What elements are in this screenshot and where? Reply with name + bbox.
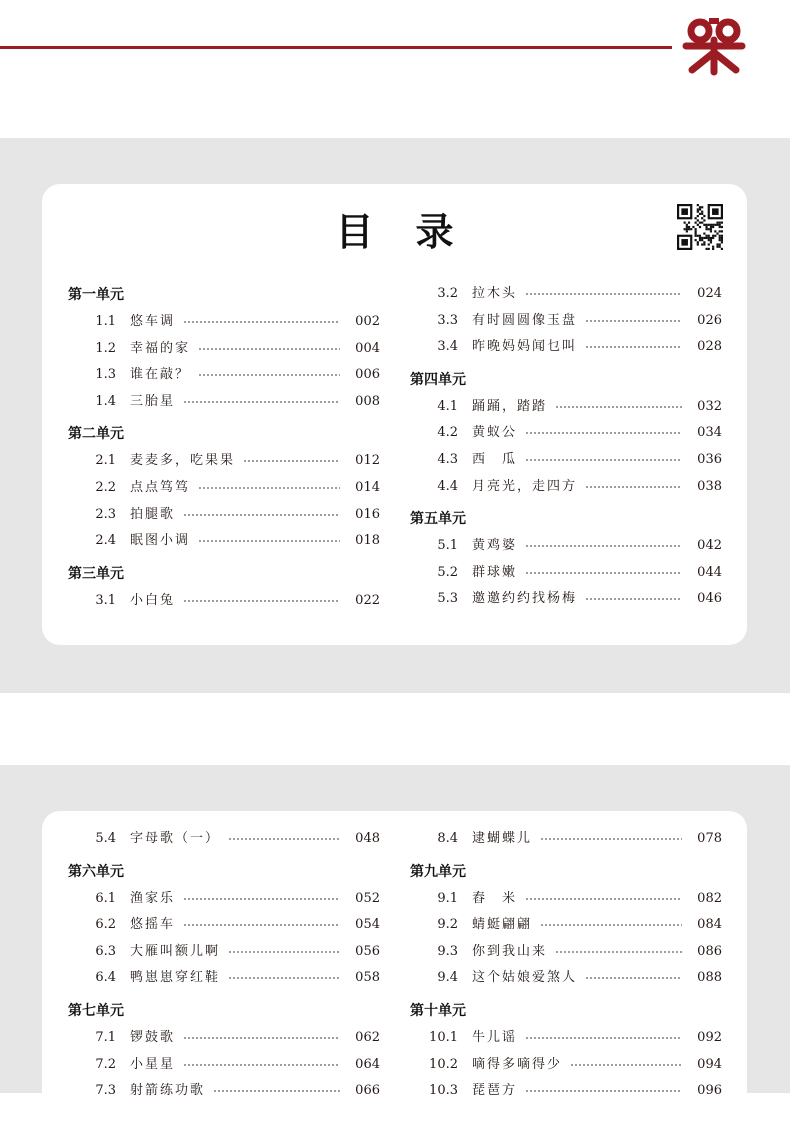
toc-entry[interactable] xyxy=(68,1055,380,1075)
entry-page-number: 042 xyxy=(697,538,722,554)
entry-title: 渔家乐 xyxy=(130,890,176,906)
dot-leader xyxy=(183,401,340,403)
dot-leader xyxy=(525,572,682,574)
entry-page-number: 008 xyxy=(355,393,380,409)
entry-title: 悠摇车 xyxy=(130,917,176,933)
entry-title: 琵琶方 xyxy=(472,1083,518,1099)
entry-page-number: 092 xyxy=(697,1030,722,1045)
entry-title: 悠车调 xyxy=(130,314,176,329)
entry-title: 点点笃笃 xyxy=(130,480,191,495)
toc-entry[interactable] xyxy=(410,536,722,556)
dot-leader xyxy=(585,320,682,322)
entry-page-number: 022 xyxy=(355,592,380,608)
entry-number: 1.1 xyxy=(95,314,116,329)
entry-page-number: 016 xyxy=(355,506,380,522)
entry-number: 4.2 xyxy=(437,425,458,441)
entry-title: 黄鸡婆 xyxy=(472,538,518,554)
unit-heading: 第四单元 xyxy=(410,371,466,388)
toc-entry[interactable] xyxy=(68,968,380,988)
entry-title: 逮蝴蝶儿 xyxy=(472,831,533,846)
entry-title: 群球嫩 xyxy=(472,564,518,580)
toc-entry[interactable] xyxy=(68,829,380,849)
dot-leader xyxy=(570,1064,682,1066)
entry-number: 1.3 xyxy=(95,367,116,383)
entry-page-number: 088 xyxy=(697,970,722,986)
toc-entry[interactable] xyxy=(410,968,722,988)
entry-title: 牛儿谣 xyxy=(472,1030,518,1045)
entry-number: 9.4 xyxy=(437,970,458,986)
toc-entry[interactable] xyxy=(68,505,380,525)
dot-leader xyxy=(228,951,340,953)
entry-page-number: 014 xyxy=(355,480,380,495)
dot-leader xyxy=(183,1064,340,1066)
dot-leader xyxy=(183,1037,340,1039)
dot-leader xyxy=(198,348,340,350)
dot-leader xyxy=(183,600,340,602)
entry-title: 嘀得多嘀得少 xyxy=(472,1056,563,1072)
toc-entry[interactable] xyxy=(410,563,722,583)
toc-entry[interactable] xyxy=(68,478,380,498)
dot-leader xyxy=(198,487,340,489)
toc-entry[interactable] xyxy=(410,450,722,470)
entry-page-number: 078 xyxy=(697,831,722,846)
dot-leader xyxy=(213,1090,340,1092)
entry-page-number: 038 xyxy=(697,478,722,494)
entry-number: 9.1 xyxy=(437,890,458,906)
entry-number: 7.1 xyxy=(95,1030,116,1045)
entry-title: 你到我山来 xyxy=(472,943,548,959)
entry-number: 3.3 xyxy=(437,312,458,328)
unit-heading: 第九单元 xyxy=(410,863,466,880)
dot-leader xyxy=(243,460,340,462)
entry-number: 9.3 xyxy=(437,943,458,959)
entry-number: 2.3 xyxy=(95,506,116,522)
dot-leader xyxy=(183,321,340,323)
entry-number: 1.4 xyxy=(95,393,116,409)
dot-leader xyxy=(525,1037,682,1039)
toc-entry[interactable] xyxy=(68,365,380,385)
dot-leader xyxy=(183,898,340,900)
dot-leader xyxy=(525,432,682,434)
entry-title: 昨晚妈妈闻乜叫 xyxy=(472,339,578,355)
entry-number: 10.3 xyxy=(429,1083,458,1099)
dot-leader xyxy=(585,346,682,348)
entry-page-number: 002 xyxy=(355,314,380,329)
dot-leader xyxy=(183,514,340,516)
unit-heading: 第二单元 xyxy=(68,426,124,443)
entry-number: 3.4 xyxy=(437,339,458,355)
entry-page-number: 084 xyxy=(697,917,722,933)
toc-entry[interactable] xyxy=(68,942,380,962)
entry-number: 1.2 xyxy=(95,340,116,356)
entry-title: 麦麦多，吃果果 xyxy=(130,453,236,469)
entry-page-number: 064 xyxy=(355,1056,380,1072)
entry-number: 4.3 xyxy=(437,452,458,467)
toc-entry[interactable] xyxy=(410,1081,722,1101)
toc-entry[interactable] xyxy=(410,1055,722,1075)
entry-page-number: 094 xyxy=(697,1056,722,1072)
toc-entry[interactable] xyxy=(68,889,380,909)
unit-heading: 第六单元 xyxy=(68,863,124,880)
entry-page-number: 006 xyxy=(355,367,380,383)
ornamental-knot-logo-icon xyxy=(682,16,746,76)
header-rule xyxy=(0,46,672,49)
entry-number: 10.1 xyxy=(429,1030,458,1045)
toc-entry[interactable] xyxy=(68,392,380,412)
entry-number: 10.2 xyxy=(429,1056,458,1072)
entry-title: 蜻蜓翩翩 xyxy=(472,917,533,933)
entry-number: 2.1 xyxy=(95,453,116,469)
entry-number: 4.4 xyxy=(437,478,458,494)
entry-title: 射箭练功歌 xyxy=(130,1083,206,1099)
entry-number: 5.2 xyxy=(437,564,458,580)
dot-leader xyxy=(540,924,682,926)
entry-title: 大雁叫额儿啊 xyxy=(130,943,221,959)
dot-leader xyxy=(228,977,340,979)
entry-number: 5.1 xyxy=(437,538,458,554)
entry-title: 眠图小调 xyxy=(130,533,191,549)
toc-entry[interactable] xyxy=(410,942,722,962)
dot-leader xyxy=(198,540,340,542)
dot-leader xyxy=(555,951,682,953)
dot-leader xyxy=(585,486,682,488)
dot-leader xyxy=(183,924,340,926)
entry-page-number: 018 xyxy=(355,533,380,549)
entry-title: 这个姑娘爱煞人 xyxy=(472,970,578,986)
entry-number: 2.2 xyxy=(95,480,116,495)
toc-entry[interactable] xyxy=(410,337,722,357)
entry-title: 有时圆圆像玉盘 xyxy=(472,312,578,328)
entry-page-number: 058 xyxy=(355,970,380,986)
dot-leader xyxy=(585,977,682,979)
entry-page-number: 032 xyxy=(697,398,722,414)
toc-entry[interactable] xyxy=(410,1028,722,1048)
entry-page-number: 004 xyxy=(355,340,380,356)
unit-heading: 第七单元 xyxy=(68,1003,124,1019)
toc-entry[interactable] xyxy=(410,397,722,417)
entry-title: 月亮光，走四方 xyxy=(472,478,578,494)
entry-number: 3.2 xyxy=(437,286,458,301)
entry-page-number: 046 xyxy=(697,591,722,607)
entry-page-number: 082 xyxy=(697,890,722,906)
unit-heading: 第一单元 xyxy=(68,287,124,303)
entry-title: 邀邀约约找杨梅 xyxy=(472,591,578,607)
toc-card-1 xyxy=(42,184,747,645)
entry-page-number: 086 xyxy=(697,943,722,959)
entry-page-number: 028 xyxy=(697,339,722,355)
entry-number: 3.1 xyxy=(95,592,116,608)
entry-title: 字母歌（一） xyxy=(130,831,221,846)
entry-number: 7.3 xyxy=(95,1083,116,1099)
entry-number: 6.4 xyxy=(95,970,116,986)
entry-title: 鸭崽崽穿红鞋 xyxy=(130,970,221,986)
dot-leader xyxy=(585,598,682,600)
dot-leader xyxy=(198,374,340,376)
dot-leader xyxy=(525,293,682,295)
unit-heading: 第十单元 xyxy=(410,1003,466,1019)
toc-entry[interactable] xyxy=(68,451,380,471)
qr-code-icon[interactable] xyxy=(677,204,723,250)
entry-title: 小白兔 xyxy=(130,592,176,608)
entry-number: 5.3 xyxy=(437,591,458,607)
entry-page-number: 096 xyxy=(697,1083,722,1099)
toc-card-2 xyxy=(42,811,747,1141)
toc-entry[interactable] xyxy=(410,889,722,909)
dot-leader xyxy=(228,838,340,840)
dot-leader xyxy=(555,406,682,408)
entry-title: 幸福的家 xyxy=(130,340,191,356)
toc-title: 目录 xyxy=(335,210,496,254)
entry-title: 舂 米 xyxy=(472,890,518,906)
toc-entry[interactable] xyxy=(68,312,380,332)
toc-entry[interactable] xyxy=(68,915,380,935)
entry-number: 5.4 xyxy=(95,831,116,846)
entry-title: 黄蚁公 xyxy=(472,425,518,441)
entry-number: 6.3 xyxy=(95,943,116,959)
entry-title: 西 瓜 xyxy=(472,452,518,467)
unit-heading: 第五单元 xyxy=(410,511,466,528)
entry-page-number: 066 xyxy=(355,1083,380,1099)
toc-entry[interactable] xyxy=(410,477,722,497)
toc-entry[interactable] xyxy=(410,284,722,304)
entry-number: 4.1 xyxy=(437,398,458,414)
entry-page-number: 062 xyxy=(355,1030,380,1045)
entry-title: 小星星 xyxy=(130,1056,176,1072)
entry-page-number: 056 xyxy=(355,943,380,959)
entry-page-number: 054 xyxy=(355,917,380,933)
entry-title: 锣鼓歌 xyxy=(130,1030,176,1045)
dot-leader xyxy=(525,545,682,547)
toc-entry[interactable] xyxy=(68,339,380,359)
toc-entry[interactable] xyxy=(68,1081,380,1101)
entry-title: 拍腿歌 xyxy=(130,506,176,522)
toc-entry[interactable] xyxy=(410,423,722,443)
toc-entry[interactable] xyxy=(68,531,380,551)
toc-entry[interactable] xyxy=(410,311,722,331)
unit-heading: 第三单元 xyxy=(68,565,124,582)
entry-page-number: 048 xyxy=(355,831,380,846)
toc-entry[interactable] xyxy=(68,1028,380,1048)
entry-title: 拉木头 xyxy=(472,286,518,301)
entry-page-number: 034 xyxy=(697,425,722,441)
entry-page-number: 036 xyxy=(697,452,722,467)
entry-number: 8.4 xyxy=(437,831,458,846)
dot-leader xyxy=(525,459,682,461)
entry-title: 三胎星 xyxy=(130,393,176,409)
toc-entry[interactable] xyxy=(410,829,722,849)
dot-leader xyxy=(540,838,682,840)
entry-number: 6.2 xyxy=(95,917,116,933)
toc-entry[interactable] xyxy=(410,915,722,935)
entry-page-number: 012 xyxy=(355,453,380,469)
entry-page-number: 026 xyxy=(697,312,722,328)
toc-entry[interactable] xyxy=(68,591,380,611)
entry-number: 7.2 xyxy=(95,1056,116,1072)
entry-page-number: 052 xyxy=(355,890,380,906)
entry-title: 谁在敲？ xyxy=(130,367,191,383)
entry-number: 6.1 xyxy=(95,890,116,906)
entry-number: 9.2 xyxy=(437,917,458,933)
entry-page-number: 024 xyxy=(697,286,722,301)
entry-page-number: 044 xyxy=(697,564,722,580)
entry-number: 2.4 xyxy=(95,533,116,549)
entry-title: 踊踊，踏踏 xyxy=(472,398,548,414)
dot-leader xyxy=(525,1090,682,1092)
dot-leader xyxy=(525,898,682,900)
toc-entry[interactable] xyxy=(410,589,722,609)
